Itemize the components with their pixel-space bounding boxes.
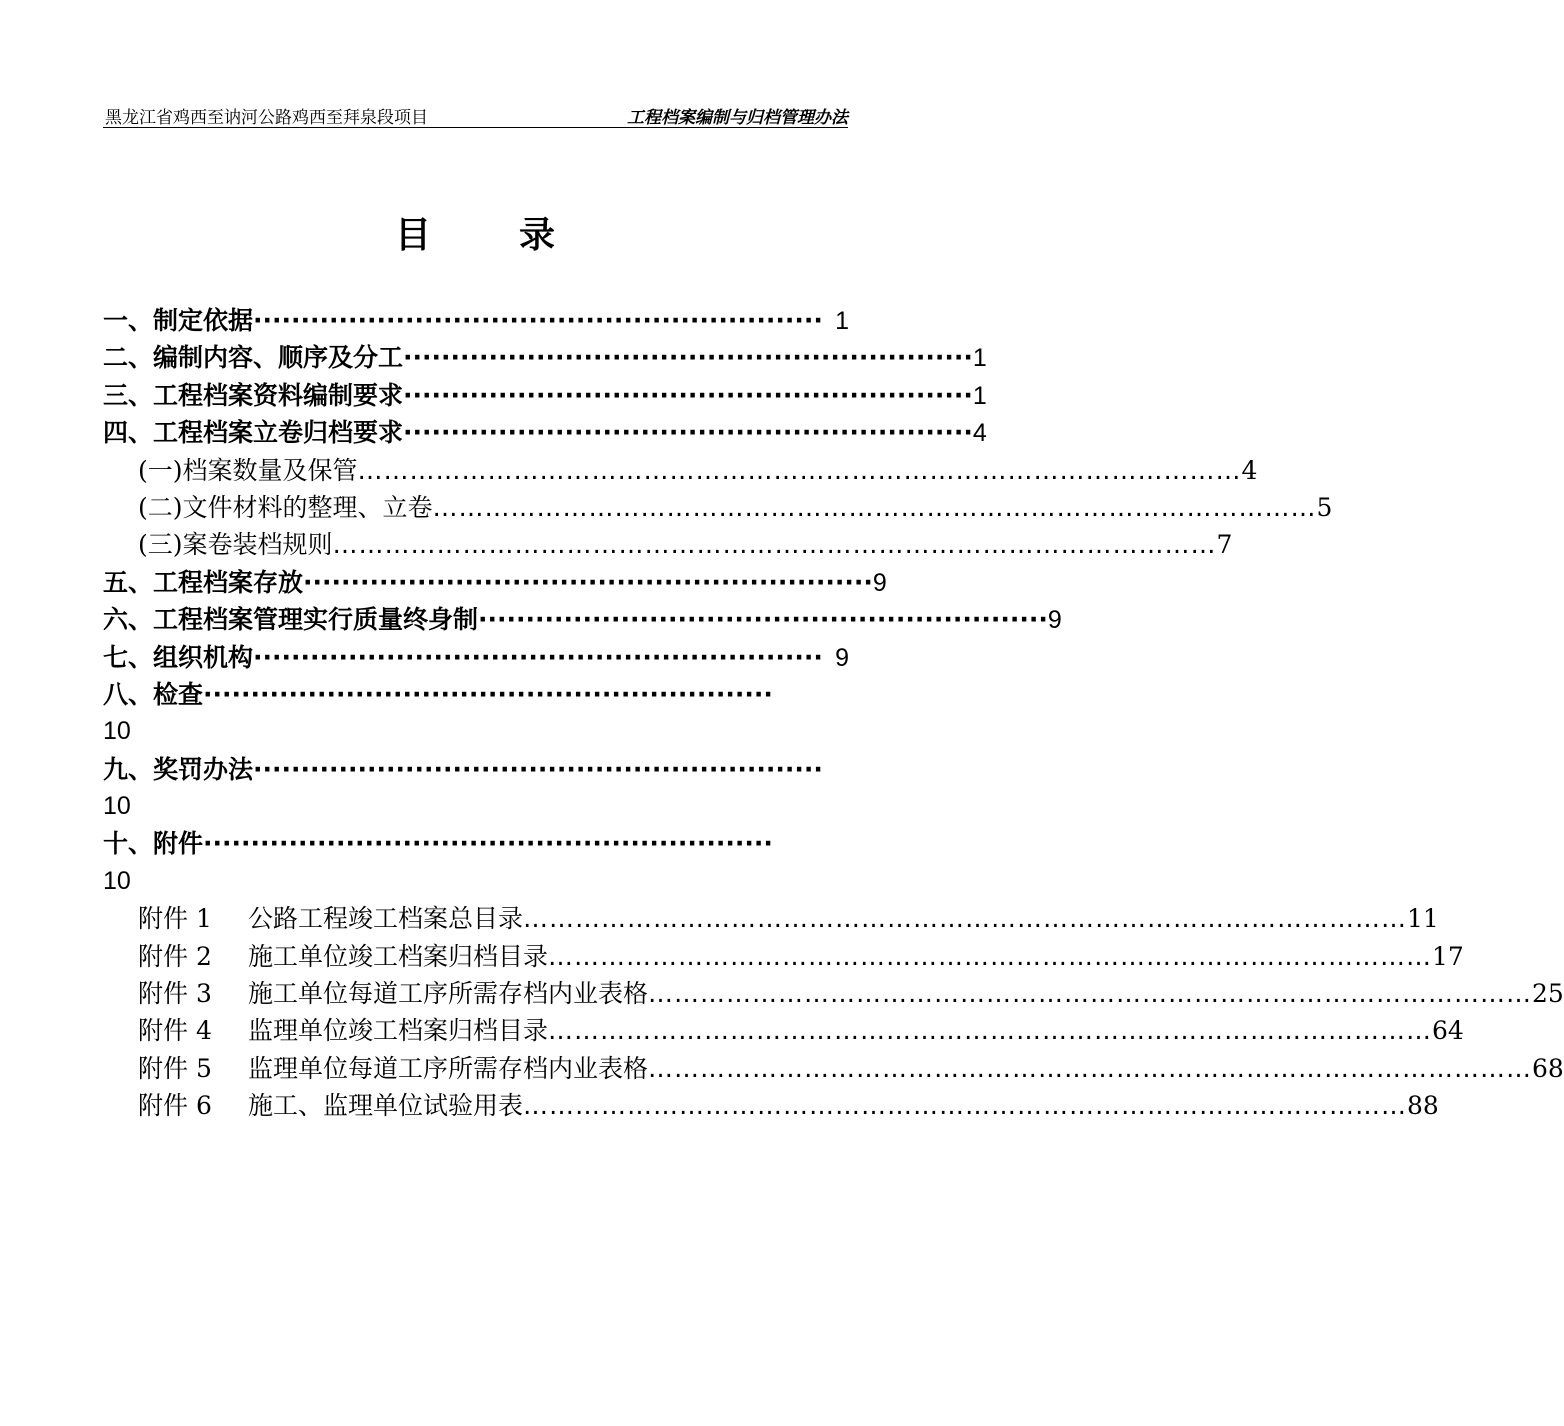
toc-entry-text: 监理单位竣工档案归档目录	[248, 1016, 549, 1046]
toc-entry-text: 施工、监理单位试验用表	[248, 1091, 524, 1121]
toc-page-number: 17	[1432, 941, 1464, 971]
toc-page-number: 10	[103, 866, 131, 895]
toc-entry-text: 施工单位竣工档案归档目录	[248, 941, 549, 971]
toc-leader: ····························································	[253, 754, 823, 784]
toc-attachment-2[interactable]	[103, 938, 1464, 975]
toc-subentry-4-2[interactable]	[103, 489, 1333, 526]
toc-entry-text: 九、奖罚办法	[103, 754, 254, 784]
toc-leader: ····························································	[203, 679, 773, 709]
toc-entry-7[interactable]	[103, 639, 849, 676]
toc-attachment-6[interactable]	[103, 1087, 1439, 1124]
toc-entry-text: (一)档案数量及保管	[138, 455, 358, 485]
toc-leader: ····························································	[253, 642, 823, 672]
header-document-name: 工程档案编制与归档管理办法	[627, 108, 848, 128]
toc-entry-8[interactable]	[103, 676, 849, 713]
toc-entry-text: (三)案卷装档规则	[138, 530, 333, 560]
toc-leader: …………………………………………………………………………………………	[432, 492, 1317, 522]
toc-leader: ····························································	[403, 418, 973, 448]
toc-leader: ····························································	[478, 605, 1048, 635]
toc-leader: ····························································	[253, 306, 823, 335]
toc-page-number: 25	[1532, 979, 1564, 1009]
attachment-number: 附件 2	[138, 941, 212, 971]
toc-entry-6[interactable]	[103, 601, 1062, 638]
toc-leader: …………………………………………………………………………………………	[548, 941, 1433, 971]
attachment-number: 附件 6	[138, 1091, 212, 1121]
toc-leader: …………………………………………………………………………………………	[648, 1053, 1533, 1083]
toc-page-number: 4	[972, 419, 987, 448]
table-of-contents	[103, 302, 1564, 1125]
toc-entry-text: 八、检查	[103, 679, 204, 709]
toc-leader: …………………………………………………………………………………………	[523, 904, 1408, 934]
attachment-number: 附件 3	[138, 979, 212, 1009]
toc-page-number: 1	[835, 307, 849, 335]
toc-subentry-4-3[interactable]	[103, 526, 1233, 563]
toc-page-number: 5	[1316, 492, 1333, 522]
toc-entry-9[interactable]	[103, 751, 849, 788]
toc-leader: …………………………………………………………………………………………	[332, 530, 1217, 560]
toc-entry-text: 公路工程竣工档案总目录	[248, 904, 524, 934]
toc-page-number: 1	[972, 381, 987, 410]
toc-page-number: 10	[103, 792, 131, 821]
toc-entry-text: 六、工程档案管理实行质量终身制	[103, 605, 479, 635]
toc-page-number: 7	[1216, 530, 1233, 560]
toc-entry-5[interactable]	[103, 564, 887, 601]
page-title: 目录	[394, 215, 643, 256]
toc-leader: ····························································	[303, 567, 873, 597]
toc-entry-text: 五、工程档案存放	[103, 567, 304, 597]
toc-attachment-3[interactable]	[103, 975, 1564, 1012]
toc-attachment-5[interactable]	[103, 1050, 1564, 1087]
toc-page-number: 9	[835, 643, 849, 672]
toc-leader: …………………………………………………………………………………………	[548, 1016, 1433, 1046]
toc-leader: …………………………………………………………………………………………	[357, 455, 1242, 485]
attachment-number: 附件 4	[138, 1016, 212, 1046]
toc-leader: ····························································	[403, 343, 973, 373]
toc-leader: ····························································	[403, 380, 973, 410]
toc-entry-text: (二)文件材料的整理、立卷	[138, 492, 433, 522]
toc-page-number: 9	[872, 568, 887, 597]
attachment-number: 附件 5	[138, 1053, 212, 1083]
toc-page-number: 1	[972, 344, 987, 373]
toc-entry-text: 七、组织机构	[103, 642, 254, 672]
toc-entry-text: 三、工程档案资料编制要求	[103, 380, 404, 410]
toc-subentry-4-1[interactable]	[103, 452, 1258, 489]
toc-entry-text: 四、工程档案立卷归档要求	[103, 418, 404, 448]
toc-entry-4[interactable]	[103, 414, 987, 451]
toc-attachment-1[interactable]	[103, 900, 1439, 937]
toc-page-number: 9	[1047, 606, 1062, 635]
toc-attachment-4[interactable]	[103, 1012, 1464, 1049]
toc-entry-10[interactable]	[103, 825, 849, 862]
toc-page-number: 64	[1432, 1016, 1464, 1046]
toc-entry-text: 一、制定依据	[103, 306, 254, 335]
toc-entry-3[interactable]	[103, 377, 987, 414]
toc-leader: ····························································	[203, 829, 773, 859]
toc-entry-text: 十、附件	[103, 829, 204, 859]
toc-entry-text: 监理单位每道工序所需存档内业表格	[248, 1053, 649, 1083]
toc-entry-text: 二、编制内容、顺序及分工	[103, 343, 404, 373]
toc-leader: …………………………………………………………………………………………	[523, 1091, 1408, 1121]
toc-page-number: 88	[1407, 1091, 1439, 1121]
toc-page-number: 4	[1241, 455, 1258, 485]
toc-page-number: 11	[1407, 904, 1439, 934]
toc-entry-1[interactable]	[103, 302, 849, 339]
toc-entry-2[interactable]	[103, 339, 987, 376]
attachment-number: 附件 1	[138, 904, 212, 934]
toc-entry-text: 施工单位每道工序所需存档内业表格	[248, 979, 649, 1009]
toc-page-number: 68	[1532, 1053, 1564, 1083]
header-project-name: 黑龙江省鸡西至讷河公路鸡西至拜泉段项目	[105, 108, 428, 128]
toc-leader: …………………………………………………………………………………………	[648, 979, 1533, 1009]
toc-page-number: 10	[103, 717, 131, 746]
page-header	[103, 101, 848, 128]
